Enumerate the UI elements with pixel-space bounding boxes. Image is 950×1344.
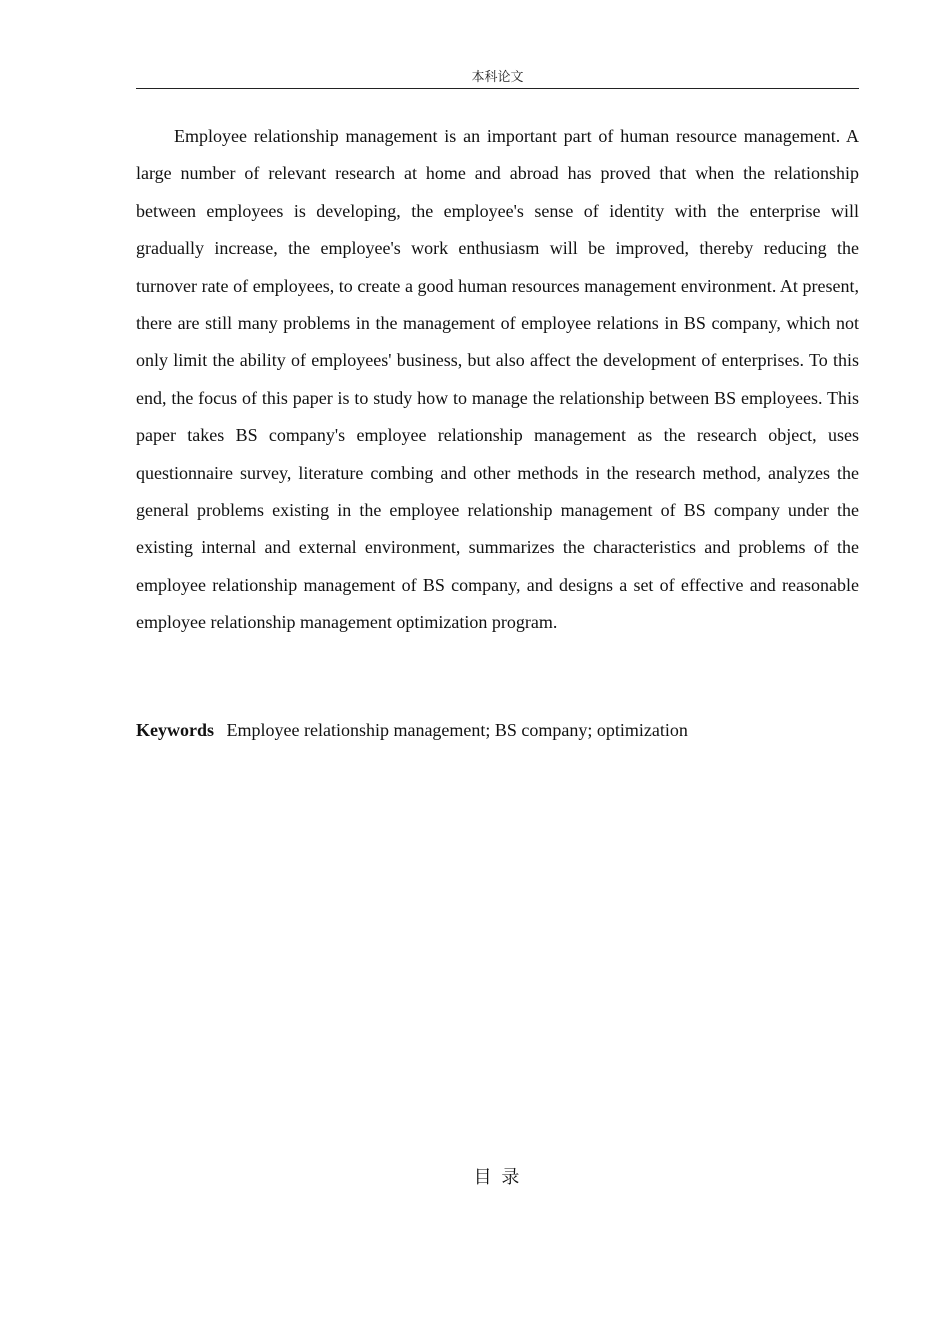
keywords-value: Employee relationship management; BS company; optimization	[226, 720, 688, 740]
abstract-paragraph: Employee relationship management is an important part of human resource management. A large number of relevant research at home and abroad has proved that when the relationship between employees is developing, the employee's sense of identity with the enterprise will gradually increase, the employee's work enthusiasm will be improved, thereby reducing the turnover rate of employees, to create a good human resources management environment. At present, there are still many problems in the management of employee relations in BS company, which not only limit the ability of employees' business, but also affect the development of enterprises. To this end, the focus of this paper is to study how to manage the relationship between BS employees. This paper takes BS company's employee relationship management as the research object, uses questionnaire survey, literature combing and other methods in the research method, analyzes the general problems existing in the employee relationship management of BS company under the existing internal and external environment, summarizes the characteristics and problems of the employee relationship management of BS company, and designs a set of effective and reasonable employee relationship management optimization program.	[136, 126, 859, 633]
keywords-line	[136, 713, 859, 747]
toc-heading: 目 录	[473, 1167, 522, 1188]
keywords-label: Keywords	[136, 720, 214, 740]
header-title: 本科论文	[471, 70, 524, 85]
running-header	[136, 68, 859, 89]
